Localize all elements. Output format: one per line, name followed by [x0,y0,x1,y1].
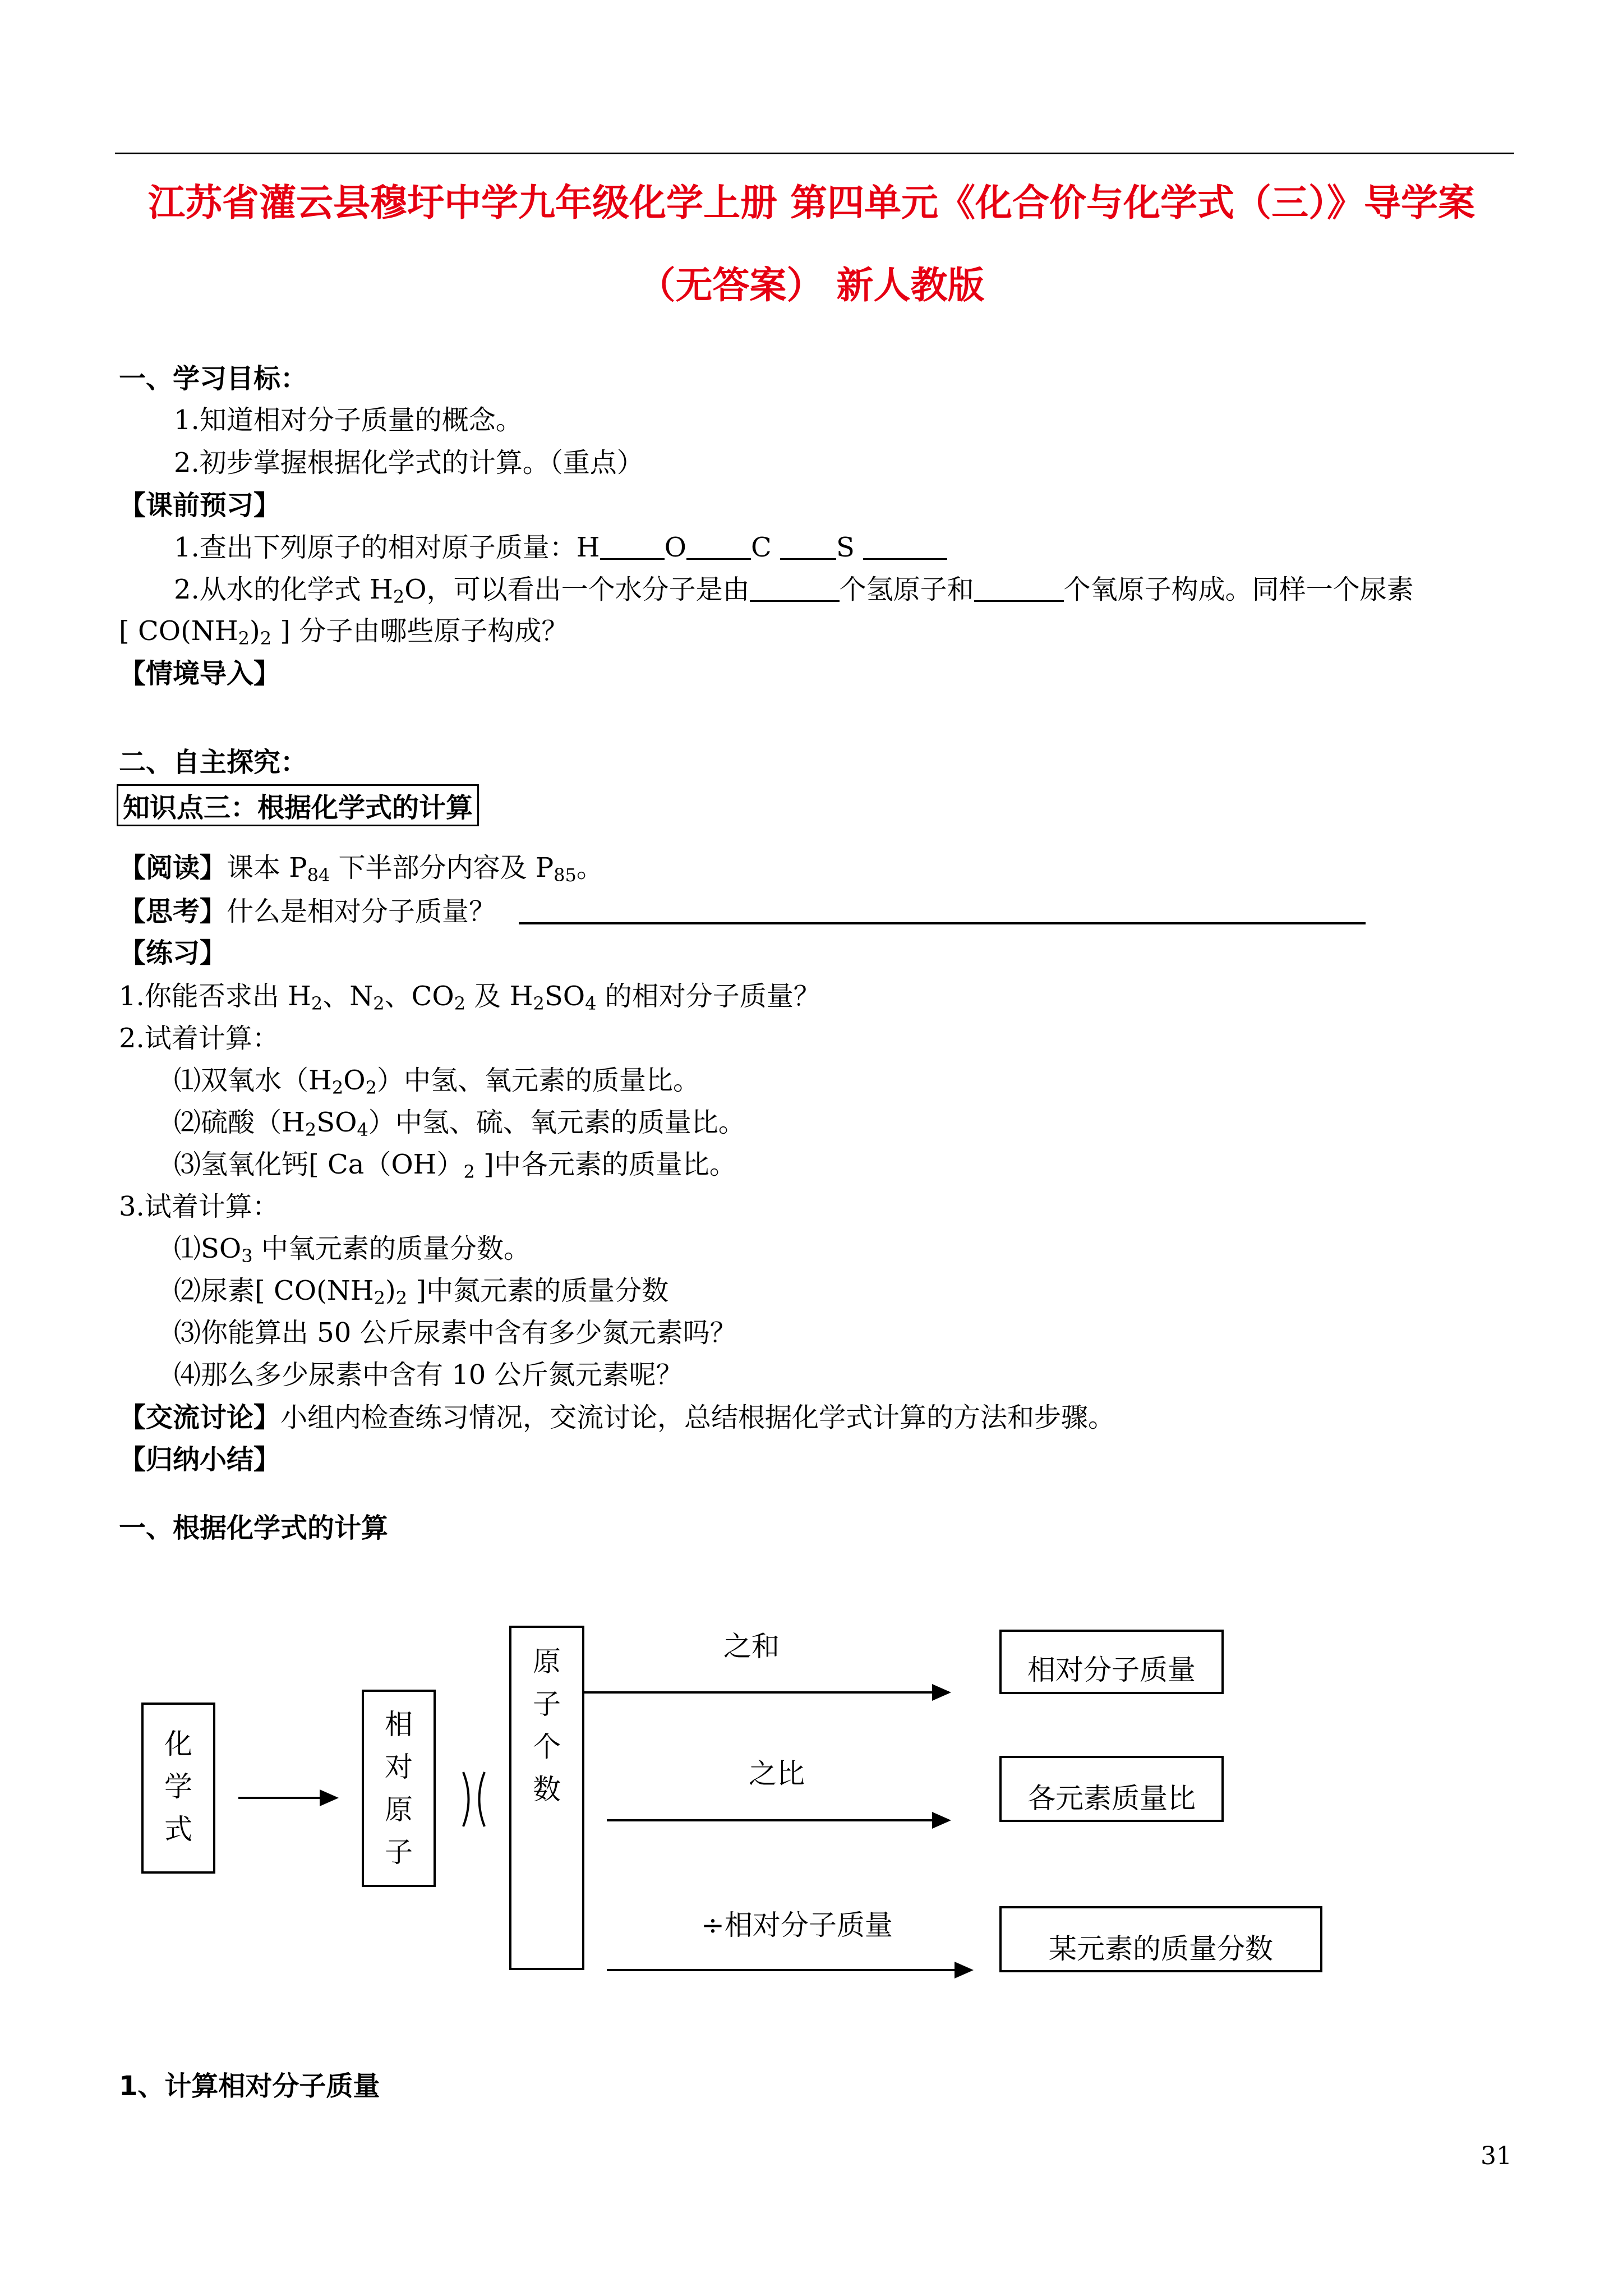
objective-1: 1.知道相对分子质量的概念。 [174,404,523,436]
blank-hydrogen-count[interactable] [750,576,840,602]
op-ratio: 之比 [749,1757,805,1790]
blank-h[interactable] [600,533,665,560]
subscript: 2 [373,993,385,1014]
practice-3: 3.试着计算： [119,1191,279,1222]
preview-heading: 【课前预习】 [119,490,281,521]
subscript: 2 [311,993,323,1014]
p31-text: 中氧元素的质量分数。 [252,1233,531,1264]
practice-heading: 【练习】 [119,937,227,969]
situation-heading: 【情境导入】 [119,658,281,689]
subscript: 2 [331,1077,344,1098]
p1-text: 及 H [465,981,533,1012]
subscript: 4 [357,1119,368,1140]
p31-text: ⑴SO [174,1233,242,1264]
p32-text: ) [385,1275,396,1306]
section1-heading: 一、学习目标： [119,363,308,394]
objective-2: 2.初步掌握根据化学式的计算。（重点） [174,447,644,478]
subscript: 2 [533,993,545,1014]
p1-text: SO [544,981,585,1012]
subscript: 2 [365,1077,377,1098]
out2-label: 各元素质量比 [1027,1782,1196,1815]
subscript: 85 [554,864,577,886]
practice-3-4: ⑷那么多少尿素中含有 10 公斤氮元素呢？ [174,1359,683,1391]
box3-char: 原 [533,1645,561,1678]
page-number: 31 [1481,2142,1512,2170]
section2-heading: 二、自主探究： [119,747,308,778]
preview-q1-text: 1.查出下列原子的相对原子质量：H [174,532,600,563]
preview-q1-s: S [836,532,855,563]
box1-char: 式 [164,1813,192,1846]
p1-text: 、N [322,981,374,1012]
p22-text: ⑵硫酸（H [174,1107,305,1138]
practice-2-2 [174,1101,745,1140]
box-chemical-formula [141,1703,215,1874]
p21-text: O [343,1065,366,1096]
practice-2-3 [174,1143,736,1182]
read-text-a: 课本 P [227,852,307,884]
p23-text: ⑶氢氧化钙[ Ca（OH） [174,1149,464,1180]
box1-char: 化 [164,1728,192,1760]
subscript: 2 [393,586,405,608]
box-element-mass-ratio [999,1756,1224,1822]
preview-q1 [174,526,947,564]
blank-oxygen-count[interactable] [974,576,1064,602]
blank-c[interactable] [780,533,836,560]
arrow-formula-to-mass [238,1797,336,1799]
op-divide: ÷相对分子质量 [701,1909,893,1941]
summary-heading: 【归纳小结】 [119,1444,281,1475]
p23-text: ]中各元素的质量比。 [474,1149,736,1180]
blank-o[interactable] [686,533,751,560]
preview-q2-line1 [174,568,1414,608]
out1-label: 相对分子质量 [1027,1654,1196,1686]
multiply-icon [460,1770,488,1829]
preview-q2-line2 [119,609,568,649]
document-title-line1: 江苏省灌云县穆圩中学九年级化学上册 第四单元《化合价与化学式（三）》导学案 [148,181,1475,224]
subscript: 2 [395,1287,408,1309]
subscript: 2 [260,628,272,649]
think-line [119,890,496,928]
p21-text: ⑴双氧水（H [174,1065,332,1096]
box-relative-atomic-mass [362,1690,436,1887]
subscript: 3 [241,1245,253,1267]
urea-formula-b: ) [250,615,260,647]
subsection-heading: 1、计算相对分子质量 [119,2070,380,2102]
box2-char: 相 [385,1708,413,1741]
box2-char: 原 [385,1793,413,1826]
practice-3-3: ⑶你能算出 50 公斤尿素中含有多少氮元素吗？ [174,1317,737,1349]
p22-text: ）中氢、硫、氧元素的质量比。 [368,1107,745,1138]
discuss-line [119,1396,1115,1434]
preview-q1-c: C [751,532,772,563]
header-rule [115,153,1514,154]
p22-text: SO [316,1107,357,1138]
box-atom-count [509,1626,584,1970]
subscript: 2 [374,1287,386,1309]
preview-q2-text-d: 个氧原子构成。同样一个尿素 [1063,574,1414,605]
subscript: 84 [307,864,330,886]
p1-text: 、CO [384,981,454,1012]
read-text-b: 下半部分内容及 P [330,852,554,884]
practice-2: 2.试着计算： [119,1023,279,1054]
subscript: 4 [585,993,597,1014]
arrow-ratio [607,1819,949,1821]
box2-char: 对 [385,1751,413,1783]
think-label: 【思考】 [119,896,227,927]
box3-char: 子 [533,1688,561,1720]
section3-heading: 一、根据化学式的计算 [119,1512,389,1544]
subscript: 2 [463,1161,475,1182]
p32-text: ⑵尿素[ CO(NH [174,1275,374,1306]
read-line [119,846,603,886]
subscript: 2 [238,628,250,649]
subscript: 2 [454,993,466,1014]
knowledge-point-box: 知识点三：根据化学式的计算 [117,784,479,826]
preview-q2-text-b: O，可以看出一个水分子是由 [404,574,750,605]
think-text: 什么是相对分子质量？ [227,896,496,927]
box1-char: 学 [164,1770,192,1803]
op-sum: 之和 [723,1630,780,1663]
read-text-c: 。 [576,852,603,884]
preview-q2-text-e: ] 分子由哪些原子构成？ [271,615,569,647]
blank-s[interactable] [863,533,947,560]
p32-text: ]中氮元素的质量分数 [407,1275,669,1306]
practice-1 [119,974,820,1014]
document-title-line2: （无答案） 新人教版 [638,264,985,307]
practice-2-1 [174,1059,700,1098]
preview-q2-text-c: 个氢原子和 [839,574,974,605]
box-relative-molecular-mass [999,1630,1224,1694]
read-label: 【阅读】 [119,852,227,884]
think-answer-line[interactable] [519,922,1366,924]
practice-3-2 [174,1269,668,1309]
p21-text: ）中氢、氧元素的质量比。 [376,1065,700,1096]
preview-q1-o: O [664,532,687,563]
box2-char: 子 [385,1836,413,1869]
discuss-label: 【交流讨论】 [119,1402,281,1433]
box-element-mass-fraction [999,1906,1322,1972]
discuss-text: 小组内检查练习情况，交流讨论，总结根据化学式计算的方法和步骤。 [280,1402,1115,1433]
urea-formula-a: [ CO(NH [119,615,238,647]
out3-label: 某元素的质量分数 [1049,1932,1273,1965]
practice-3-1 [174,1227,531,1267]
box3-char: 个 [533,1731,561,1763]
p1-text: 1.你能否求出 H [119,981,311,1012]
preview-q2-text-a: 2.从水的化学式 H [174,574,393,605]
subscript: 2 [305,1119,317,1140]
box3-char: 数 [533,1773,561,1806]
arrow-sum [584,1691,949,1694]
arrow-divide [607,1969,971,1971]
p1-text: 的相对分子质量？ [596,981,820,1012]
